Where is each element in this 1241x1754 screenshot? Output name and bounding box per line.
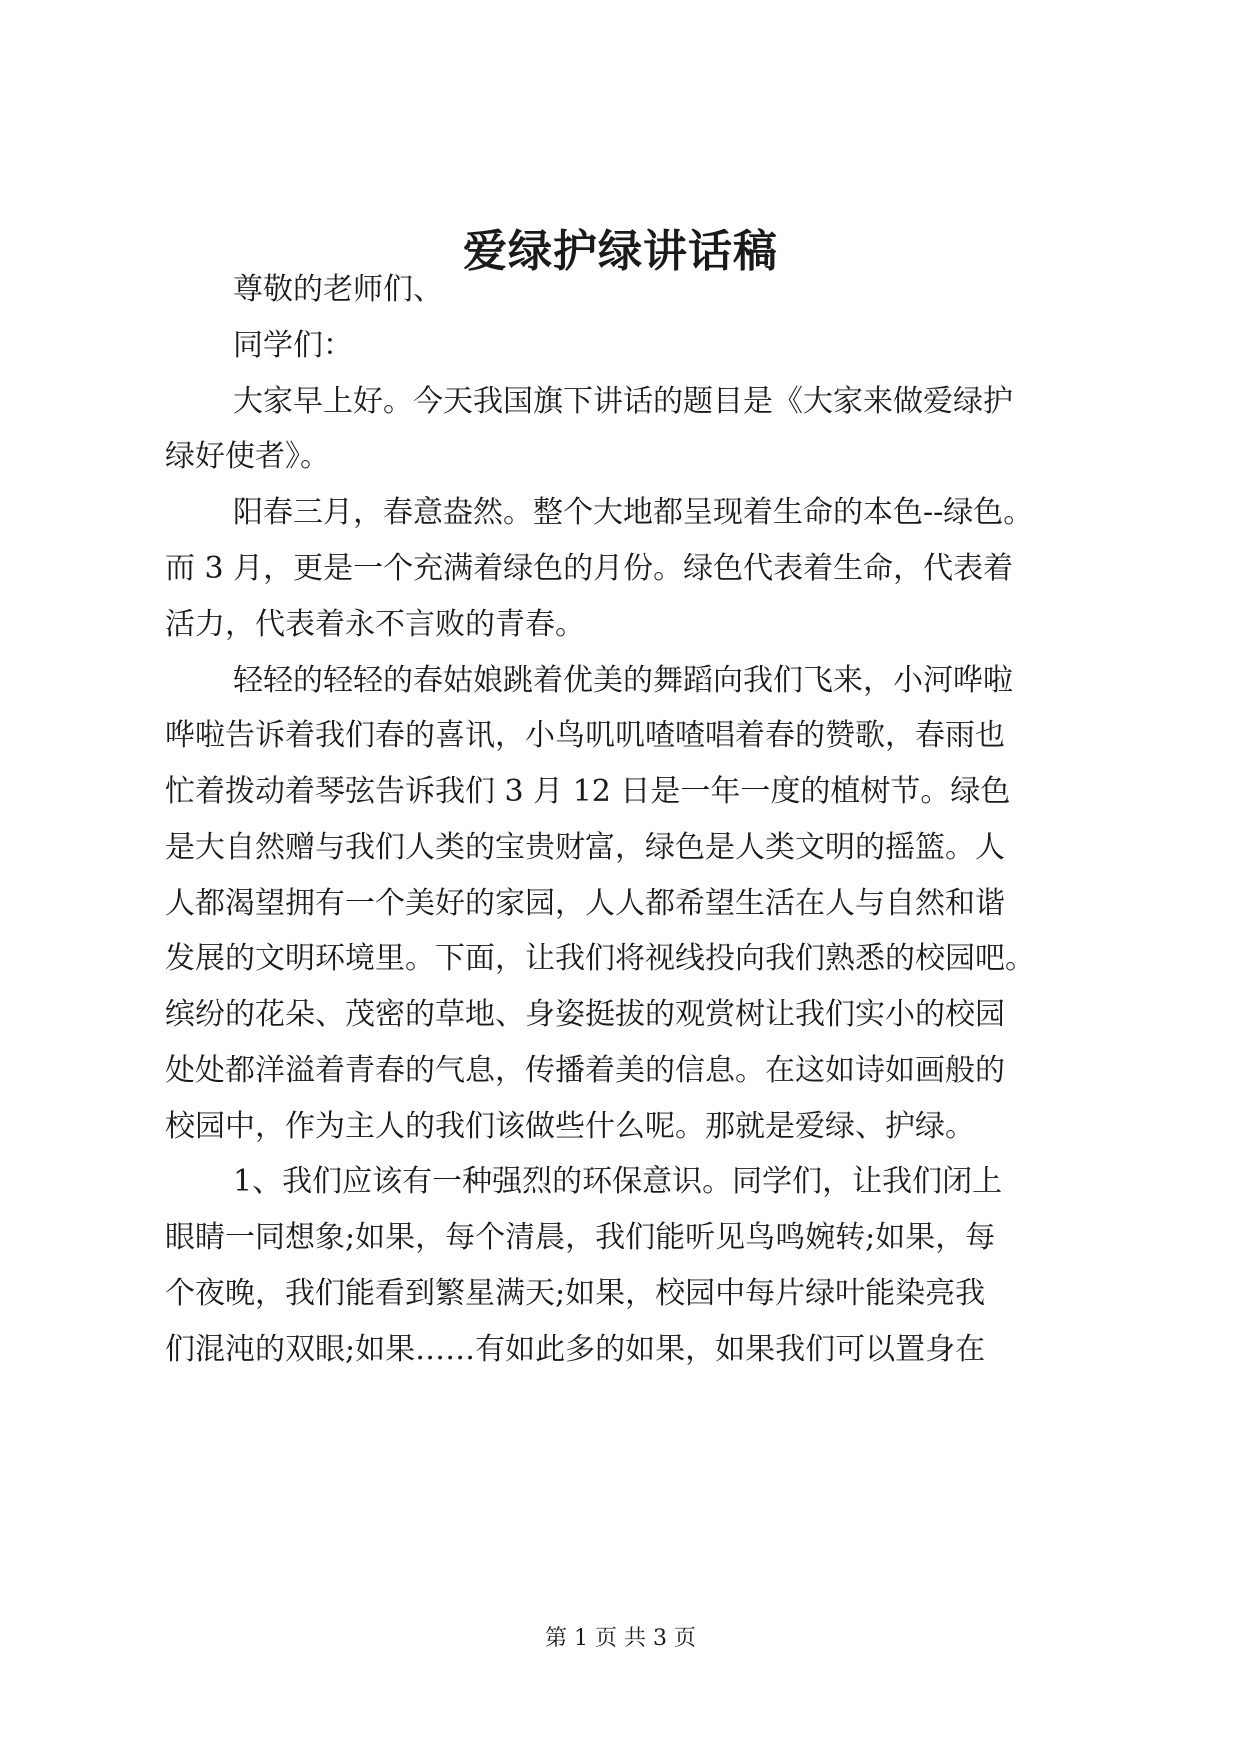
paragraph-line: 缤纷的花朵、茂密的草地、身姿挺拔的观赏树让我们实小的校园: [165, 997, 1005, 1032]
paragraph-line: 人都渴望拥有一个美好的家园，人人都希望生活在人与自然和谐: [165, 886, 1005, 921]
paragraph-line: 哗啦告诉着我们春的喜讯，小鸟叽叽喳喳唱着春的赞歌，春雨也: [165, 718, 1005, 753]
salutation-line-1: 尊敬的老师们、: [233, 272, 443, 307]
paragraph-line: 个夜晚，我们能看到繁星满天;如果，校园中每片绿叶能染亮我: [165, 1276, 986, 1311]
paragraph-line: 阳春三月，春意盎然。整个大地都呈现着生命的本色--绿色。: [233, 495, 1034, 530]
paragraph-line: 们混沌的双眼;如果……有如此多的如果，如果我们可以置身在: [165, 1332, 986, 1367]
paragraph-line: 活力，代表着永不言败的青春。: [165, 607, 585, 642]
paragraph-line: 处处都洋溢着青春的气息，传播着美的信息。在这如诗如画般的: [165, 1053, 1005, 1088]
paragraph-line: 眼睛一同想象;如果，每个清晨，我们能听见鸟鸣婉转;如果，每: [165, 1220, 996, 1255]
paragraph-line: 忙着拨动着琴弦告诉我们 3 月 12 日是一年一度的植树节。绿色: [165, 774, 1011, 809]
paragraph-line: 绿好使者》。: [165, 439, 330, 474]
salutation-line-2: 同学们：: [233, 328, 353, 363]
paragraph-line: 1、我们应该有一种强烈的环保意识。同学们，让我们闭上: [233, 1164, 1003, 1199]
paragraph-line: 校园中，作为主人的我们该做些什么呢。那就是爱绿、护绿。: [165, 1109, 975, 1144]
document-title: 爱绿护绿讲话稿: [463, 226, 778, 277]
page-footer: 第 1 页 共 3 页: [545, 1626, 696, 1651]
paragraph-line: 轻轻的轻轻的春姑娘跳着优美的舞蹈向我们飞来，小河哗啦: [233, 663, 1013, 698]
paragraph-line: 是大自然赠与我们人类的宝贵财富，绿色是人类文明的摇篮。人: [165, 830, 1005, 865]
paragraph-line: 大家早上好。今天我国旗下讲话的题目是《大家来做爱绿护: [233, 384, 1013, 419]
paragraph-line: 发展的文明环境里。下面，让我们将视线投向我们熟悉的校园吧。: [165, 941, 1035, 976]
paragraph-line: 而 3 月，更是一个充满着绿色的月份。绿色代表着生命，代表着: [165, 551, 1014, 586]
